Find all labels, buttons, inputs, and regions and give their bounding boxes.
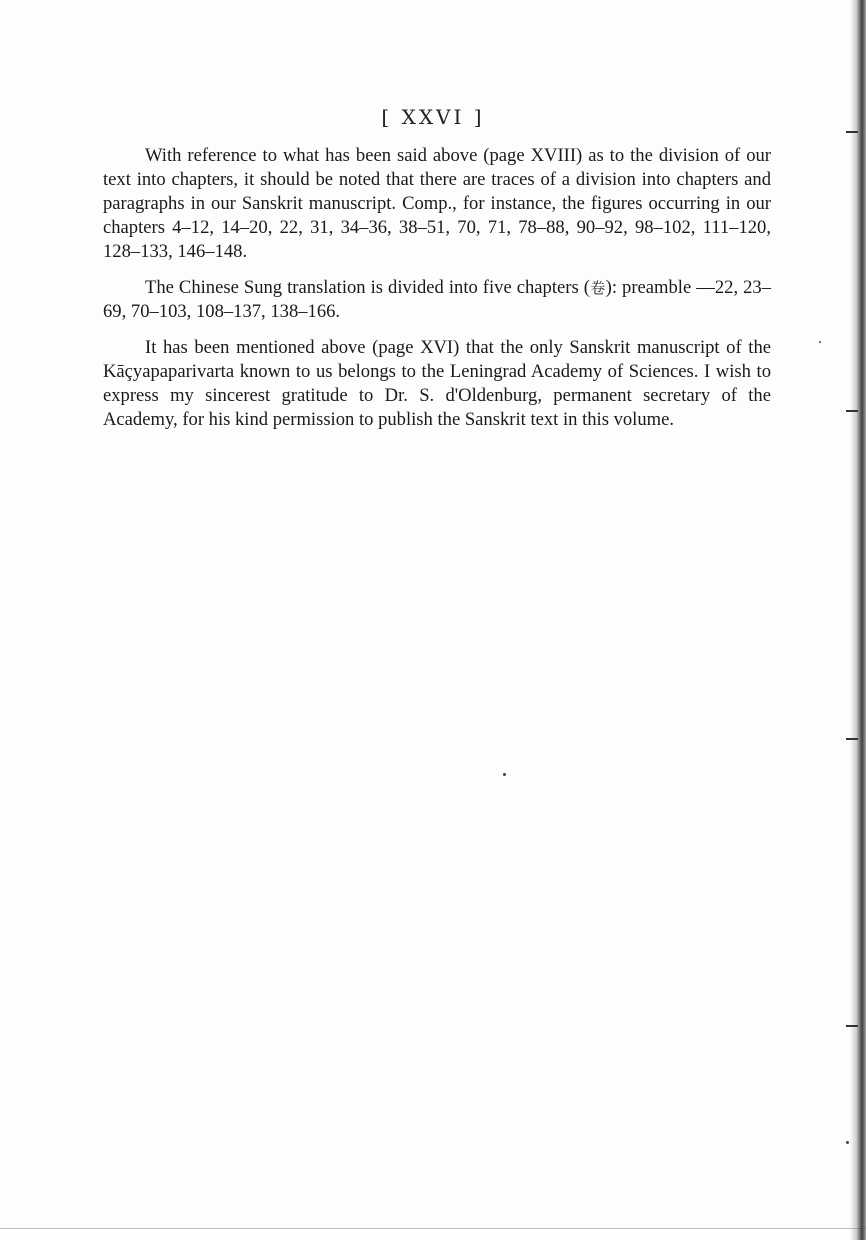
chinese-chapter-character: 卷 — [589, 279, 606, 297]
paragraph-chinese-translation — [103, 276, 771, 324]
paragraph-chapter-division: With reference to what has been said above (page XVIII) as to the division of our text into chapters, it should be noted that there are traces of a division into chapters and paragraphs in our Sanskrit manuscript. Comp., for instance, the figures occurring in our chapters 4–12, 14–20, 22, 31, 34–36, 38–51, 70, 71, 78–88, 90–92, 98–102, 111–120, 128–133, 146–148. — [103, 145, 771, 262]
paragraph-chinese-translation-end: ): preamble —22, 23–69, 70–103, 108–137, 138–166. — [103, 277, 772, 322]
page-number: [ XXVI ] — [381, 105, 485, 129]
page-bottom-edge — [0, 1228, 866, 1229]
paper-speck — [846, 1141, 849, 1144]
paragraph-acknowledgement: It has been mentioned above (page XVI) that the only Sanskrit manuscript of the Kāçyapaparivarta known to us belongs to the Leningrad Academy of Sciences. I wish to express my sincerest gratitude to Dr. S. d'Oldenburg, permanent secretary of the Academy, for his kind permission to publish the Sanskrit text in this volume. — [103, 337, 771, 430]
binding-mark — [846, 738, 858, 740]
paper-speck — [503, 773, 506, 776]
binding-mark — [846, 410, 858, 412]
body-text — [103, 144, 771, 444]
binding-mark — [846, 131, 858, 133]
paper-speck — [819, 341, 821, 343]
binding-shadow — [850, 0, 866, 1240]
binding-mark — [846, 1025, 858, 1027]
paragraph-chinese-translation-start: The Chinese Sung translation is divided into five chapters ( — [145, 277, 590, 298]
